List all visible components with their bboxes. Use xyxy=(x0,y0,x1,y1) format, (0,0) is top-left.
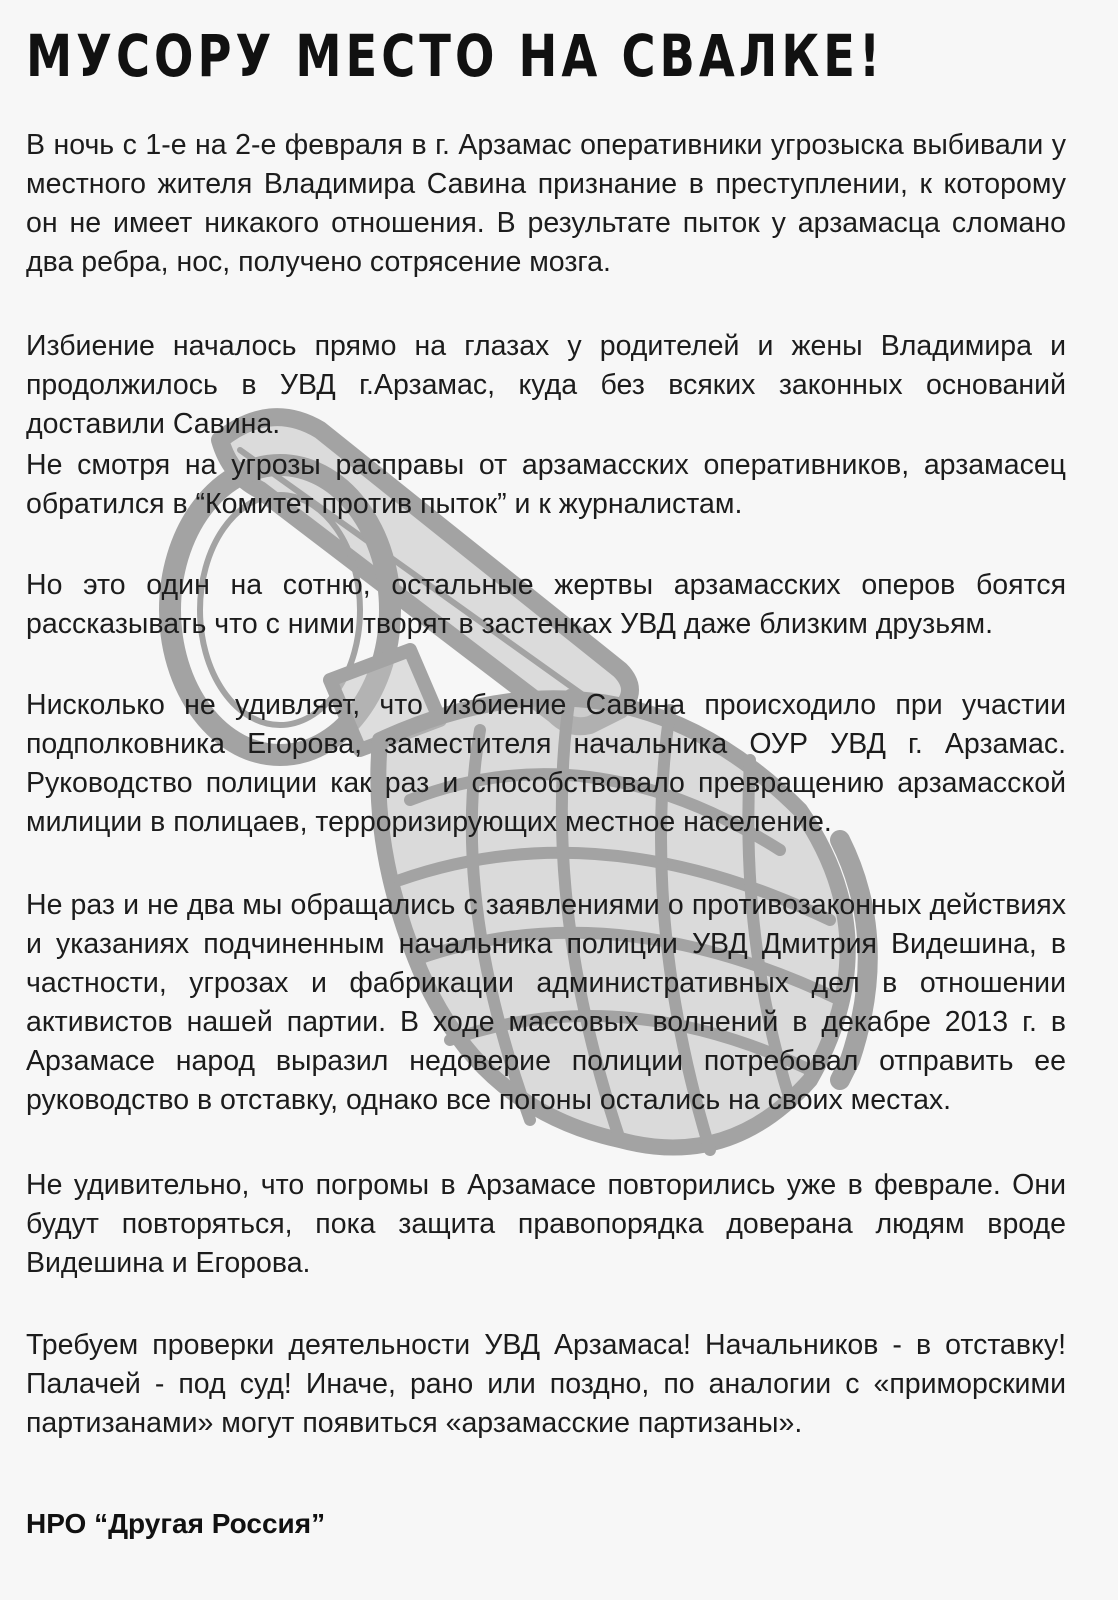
signature: НРО “Другая Россия” xyxy=(26,1508,326,1539)
paragraph-4: Но это один на сотню, остальные жертвы арзамасских оперов боятся рассказывать что с ними творят в застенках УВД даже близким друзьям. xyxy=(26,569,1066,640)
paragraph-2: Избиение началось прямо на глазах у родителей и жены Владимира и продолжилось в УВД г.Арзамас, куда без всяких законных оснований доставили Савина. xyxy=(26,330,1066,440)
paragraph-3: Не смотря на угрозы расправы от арзамасских оперативников, арзамасец обратился в “Комитет против пыток” и к журналистам. xyxy=(26,449,1066,520)
paragraph-6: Не раз и не два мы обращались с заявлениями о противозаконных действиях и указаниях подчиненным начальника полиции УВД Дмитрия Видешина, в частности, угрозах и фабрикации административных дел в отношении активистов нашей партии. В ходе массовых волнений в декабре 2013 г. в Арзамасе народ выразил недоверие полиции потребовал отправить ее руководство в отставку, однако все погоны остались на своих местах. xyxy=(26,889,1066,1116)
paragraph-5: Нисколько не удивляет, что избиение Савина происходило при участии подполковника Егорова, заместителя начальника ОУР УВД г. Арзамас. Руководство полиции как раз и способствовало превращению арзамасской милиции в полицаев, терроризирующих местное население. xyxy=(26,689,1066,838)
page-title: МУСОРУ МЕСТО НА СВАЛКЕ! xyxy=(26,22,885,90)
paragraph-7: Не удивительно, что погромы в Арзамасе повторились уже в феврале. Они будут повторяться, пока защита правопорядка доверана людям вроде Видешина и Егорова. xyxy=(26,1169,1066,1279)
paragraph-8: Требуем проверки деятельности УВД Арзамаса! Начальников - в отставку! Палачей - под суд! Иначе, рано или поздно, по аналогии с «приморскими партизанами» могут появиться «арзамасские партизаны». xyxy=(26,1329,1066,1439)
paragraph-1: В ночь с 1-е на 2-е февраля в г. Арзамас оперативники угрозыска выбивали у местного жителя Владимира Савина признание в преступлении, к которому он не имеет никакого отношения. В результате пыток у арзамасца сломано два ребра, нос, получено сотрясение мозга. xyxy=(26,129,1066,278)
